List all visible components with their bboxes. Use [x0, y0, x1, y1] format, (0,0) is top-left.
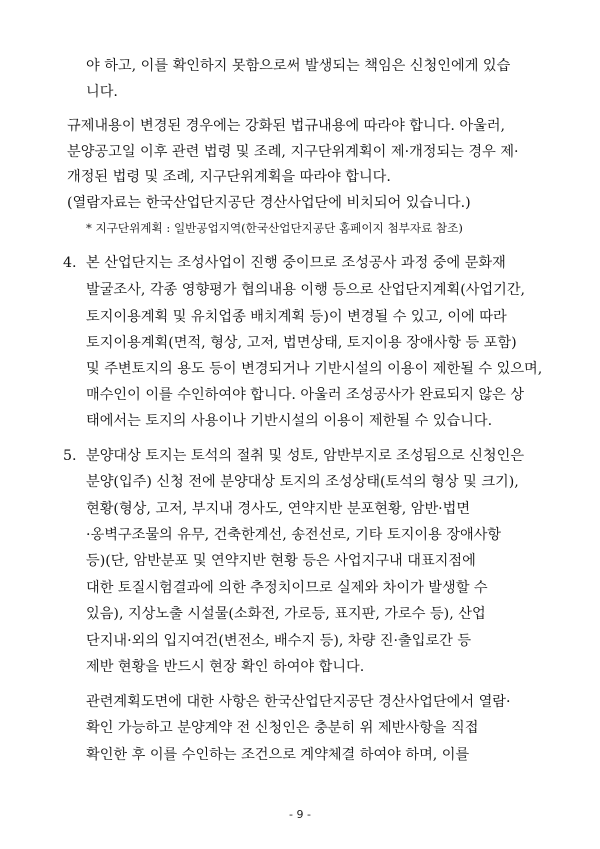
page-number: - 9 -	[289, 808, 311, 821]
text-line: 관련계획도면에 대한 사항은 한국산업단지공단 경산사업단에서 열람·	[86, 694, 511, 710]
text-line: 토지이용계획(면적, 형상, 고저, 법면상태, 토지이용 장애사항 등 포함)	[86, 335, 517, 351]
footnote-line: * 지구단위계획 : 일반공업지역(한국산업단지공단 홈페이지 첨부자료 참조)	[86, 221, 463, 235]
text-line: 매수인이 이를 수인하여야 합니다. 아울러 조성공사가 완료되지 않은 상	[86, 387, 525, 403]
text-line: 현황(형상, 고저, 부지내 경사도, 연약지반 분포현황, 암반·법면	[86, 501, 471, 517]
text-line: 토지이용계획 및 유치업종 배치계획 등)이 변경될 수 있고, 이에 따라	[86, 309, 507, 325]
text-line: 등)(단, 암반분포 및 연약지반 현황 등은 사업지구내 대표지점에	[86, 553, 476, 569]
text-line: 개정된 법령 및 조례, 지구단위계획을 따라야 합니다.	[67, 169, 391, 185]
text-line: 발굴조사, 각종 영향평가 협의내용 이행 등으로 산업단지계획(사업기간,	[86, 282, 526, 298]
text-line: 확인 가능하고 분양계약 전 신청인은 충분히 위 제반사항을 직접	[86, 720, 479, 736]
text-line: 있음), 지상노출 시설물(소화전, 가로등, 표지판, 가로수 등), 산업	[86, 606, 486, 622]
text-line: 분양대상 토지는 토석의 절취 및 성토, 암반부지로 조성됨으로 신청인은	[86, 448, 525, 464]
text-line: 분양공고일 이후 관련 법령 및 조례, 지구단위계획이 제·개정되는 경우 제·	[67, 144, 519, 160]
text-line: 니다.	[86, 84, 118, 100]
item-number: 4.	[63, 255, 77, 271]
text-line: ·옹벽구조물의 유무, 건축한계선, 송전선로, 기타 토지이용 장애사항	[86, 527, 502, 543]
text-line: (열람자료는 한국산업단지공단 경산사업단에 비치되어 있습니다.)	[67, 195, 471, 211]
text-line: 단지내·외의 입지여건(변전소, 배수지 등), 차량 진·출입로간 등	[86, 633, 472, 649]
text-line: 대한 토질시험결과에 의한 추정치이므로 실제와 차이가 발생할 수	[86, 580, 488, 596]
text-line: 본 산업단지는 조성사업이 진행 중이므로 조성공사 과정 중에 문화재	[86, 255, 506, 271]
text-line: 분양(입주) 신청 전에 분양대상 토지의 조성상태(토석의 형상 및 크기),	[86, 474, 519, 490]
text-line: 야 하고, 이를 확인하지 못함으로써 발생되는 책임은 신청인에게 있습	[86, 58, 511, 74]
item-number: 5.	[63, 448, 77, 464]
text-line: 규제내용이 변경된 경우에는 강화된 법규내용에 따라야 합니다. 아울러,	[67, 118, 506, 134]
text-line: 태에서는 토지의 사용이나 기반시설의 이용이 제한될 수 있습니다.	[86, 413, 493, 429]
text-line: 및 주변토지의 용도 등이 변경되거나 기반시설의 이용이 제한될 수 있으며,	[86, 361, 543, 377]
text-line: 확인한 후 이를 수인하는 조건으로 계약체결 하여야 하며, 이를	[86, 747, 470, 763]
text-line: 제반 현황을 반드시 현장 확인 하여야 합니다.	[86, 659, 365, 675]
